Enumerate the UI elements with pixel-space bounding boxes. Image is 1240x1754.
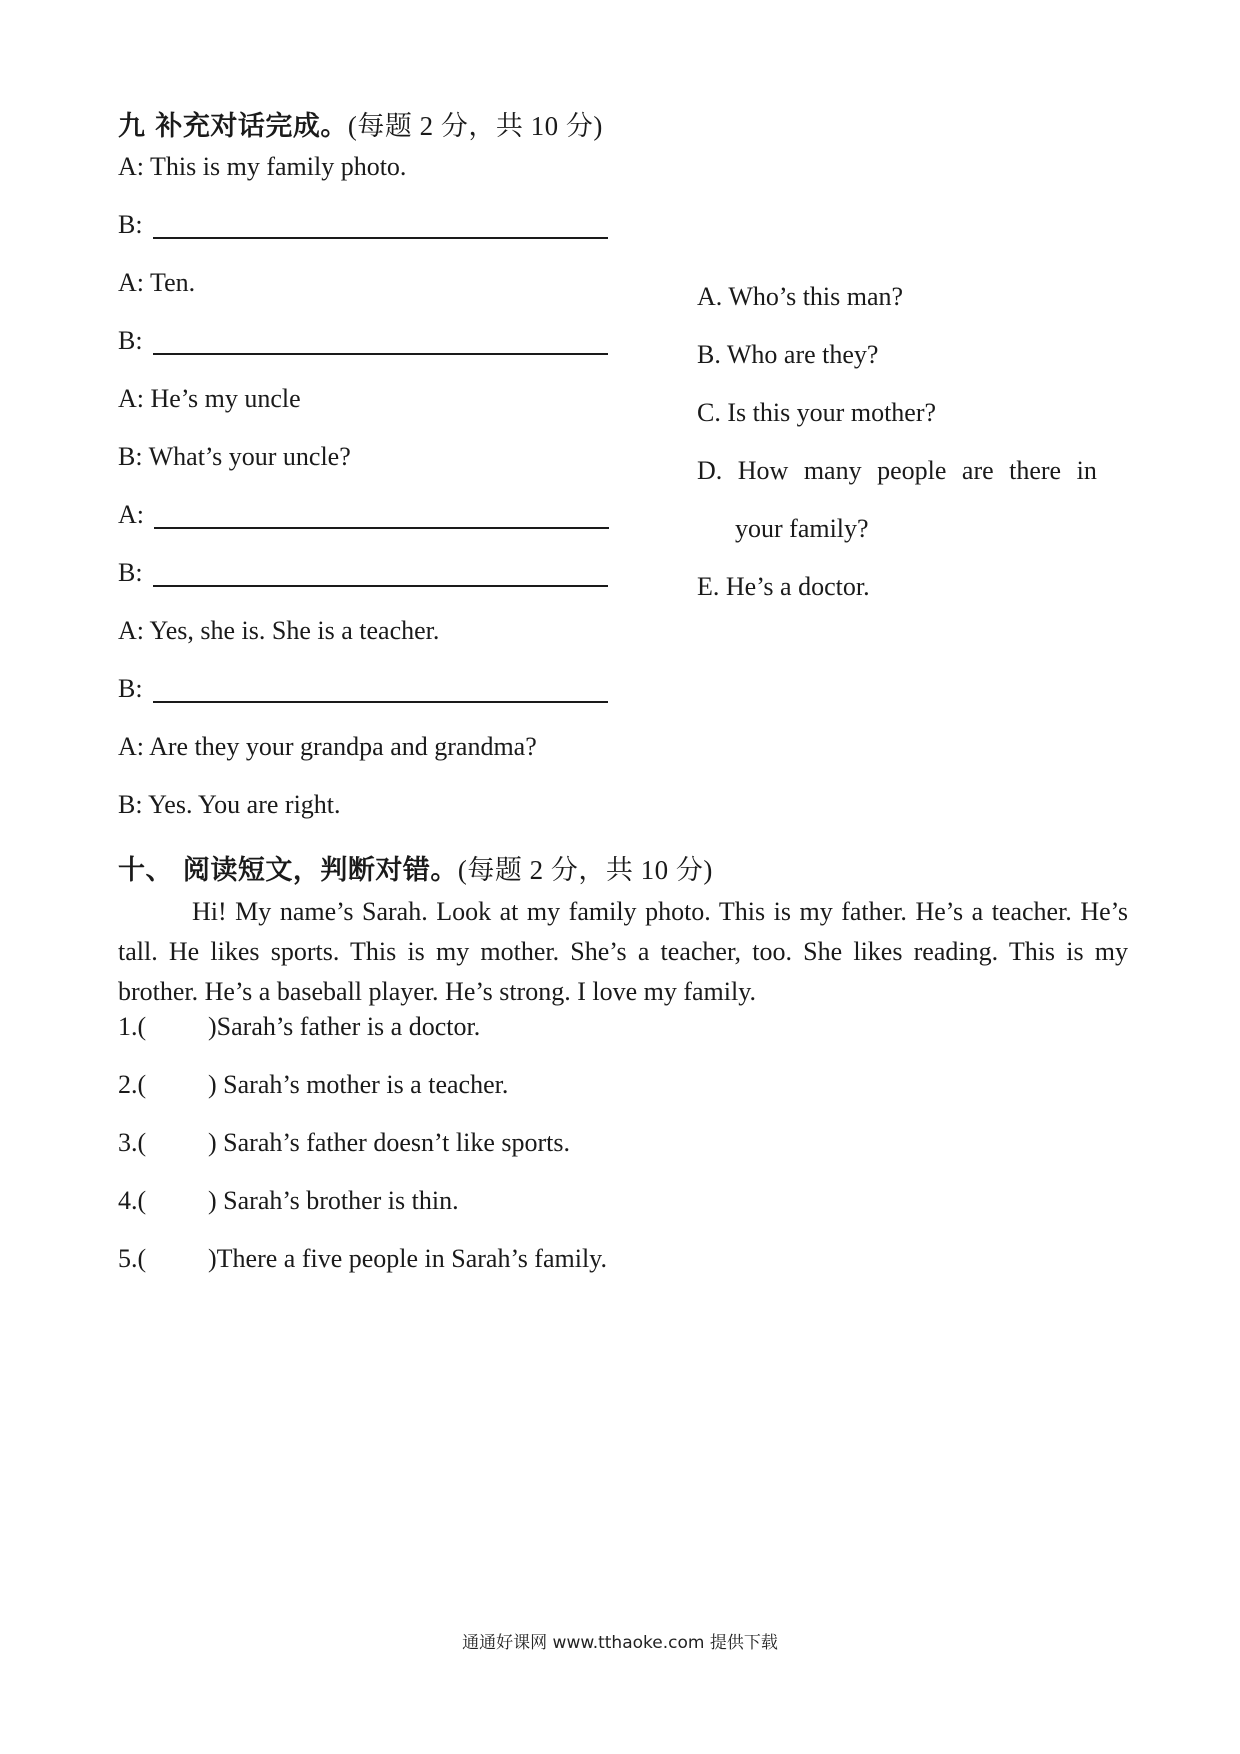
option-e bbox=[697, 572, 870, 602]
section-10-title bbox=[118, 848, 713, 887]
speaker: B: bbox=[118, 558, 143, 587]
dialogue-text: What’s your uncle? bbox=[148, 442, 351, 471]
tf-item-4 bbox=[118, 1186, 459, 1216]
speaker: A: bbox=[118, 732, 144, 761]
option-c bbox=[697, 398, 936, 428]
speaker: A: bbox=[118, 152, 144, 181]
tf-number[interactable]: 5.( bbox=[118, 1244, 147, 1273]
speaker: B: bbox=[118, 442, 143, 471]
dialogue-line-1 bbox=[118, 152, 406, 182]
reading-passage: Hi! My name’s Sarah. Look at my family photo. This is my father. He’s a teacher. He’s tall. He likes sports. This is my mother. She’s a teacher, too. She likes reading. This is my brother. He’s a baseball player. He’s strong. I love my family. bbox=[118, 897, 1128, 1006]
dialogue-line-4 bbox=[118, 326, 608, 356]
speaker: B: bbox=[118, 326, 143, 355]
option-d bbox=[697, 456, 1097, 486]
option-letter: D. bbox=[697, 456, 723, 485]
dialogue-line-5 bbox=[118, 384, 301, 414]
dialogue-line-3 bbox=[118, 268, 195, 298]
section-9-points: (每题 2 分，共 10 分) bbox=[347, 111, 603, 141]
option-text: Who are they? bbox=[726, 340, 879, 369]
section-9-title bbox=[118, 104, 603, 143]
tf-number[interactable]: 2.( bbox=[118, 1070, 147, 1099]
dialogue-line-10 bbox=[118, 674, 608, 704]
section-9-heading: 九 补充对话完成。 bbox=[118, 111, 348, 142]
option-d-continued bbox=[735, 514, 869, 544]
tf-item-2 bbox=[118, 1070, 508, 1100]
dialogue-text: He’s my uncle bbox=[150, 384, 301, 413]
option-letter: B. bbox=[697, 340, 721, 369]
dialogue-text: Ten. bbox=[150, 268, 196, 297]
dialogue-line-2 bbox=[118, 210, 608, 240]
answer-blank[interactable] bbox=[153, 235, 608, 239]
dialogue-line-7 bbox=[118, 500, 609, 530]
tf-number[interactable]: 1.( bbox=[118, 1012, 147, 1041]
tf-statement: ) Sarah’s father doesn’t like sports. bbox=[208, 1128, 570, 1157]
speaker: A: bbox=[118, 500, 144, 529]
tf-item-5 bbox=[118, 1244, 607, 1274]
speaker: A: bbox=[118, 384, 144, 413]
answer-blank[interactable] bbox=[153, 351, 608, 355]
dialogue-line-11 bbox=[118, 732, 537, 762]
dialogue-line-6 bbox=[118, 442, 351, 472]
option-a bbox=[697, 282, 903, 312]
option-letter: A. bbox=[697, 282, 723, 311]
section-10-points: (每题 2 分，共 10 分) bbox=[457, 855, 713, 885]
dialogue-line-8 bbox=[118, 558, 608, 588]
option-text: Who’s this man? bbox=[728, 282, 904, 311]
option-letter: E. bbox=[697, 572, 720, 601]
tf-statement: ) Sarah’s brother is thin. bbox=[208, 1186, 459, 1215]
option-text: How many people are there in bbox=[737, 456, 1097, 485]
tf-item-1 bbox=[118, 1012, 480, 1042]
dialogue-line-12 bbox=[118, 790, 341, 820]
dialogue-text: Yes. You are right. bbox=[148, 790, 341, 819]
tf-statement: )Sarah’s father is a doctor. bbox=[208, 1012, 481, 1041]
answer-blank[interactable] bbox=[153, 583, 608, 587]
dialogue-text: This is my family photo. bbox=[150, 152, 407, 181]
option-b bbox=[697, 340, 878, 370]
dialogue-text: Yes, she is. She is a teacher. bbox=[149, 616, 440, 645]
page-footer: 通通好课网 www.tthaoke.com 提供下载 bbox=[462, 1633, 778, 1653]
speaker: B: bbox=[118, 210, 143, 239]
dialogue-text: Are they your grandpa and grandma? bbox=[149, 732, 537, 761]
speaker: A: bbox=[118, 616, 144, 645]
speaker: B: bbox=[118, 790, 143, 819]
option-text: Is this your mother? bbox=[727, 398, 937, 427]
answer-blank[interactable] bbox=[153, 699, 608, 703]
tf-item-3 bbox=[118, 1128, 570, 1158]
dialogue-line-9 bbox=[118, 616, 439, 646]
tf-statement: ) Sarah’s mother is a teacher. bbox=[208, 1070, 509, 1099]
tf-statement: )There a five people in Sarah’s family. bbox=[208, 1244, 607, 1273]
speaker: B: bbox=[118, 674, 143, 703]
answer-blank[interactable] bbox=[154, 525, 609, 529]
tf-number[interactable]: 4.( bbox=[118, 1186, 147, 1215]
tf-number[interactable]: 3.( bbox=[118, 1128, 147, 1157]
speaker: A: bbox=[118, 268, 144, 297]
section-10-heading: 十、 阅读短文，判断对错。 bbox=[118, 855, 458, 886]
option-text: He’s a doctor. bbox=[725, 572, 870, 601]
option-letter: C. bbox=[697, 398, 721, 427]
option-text-continued: your family? bbox=[735, 514, 869, 543]
